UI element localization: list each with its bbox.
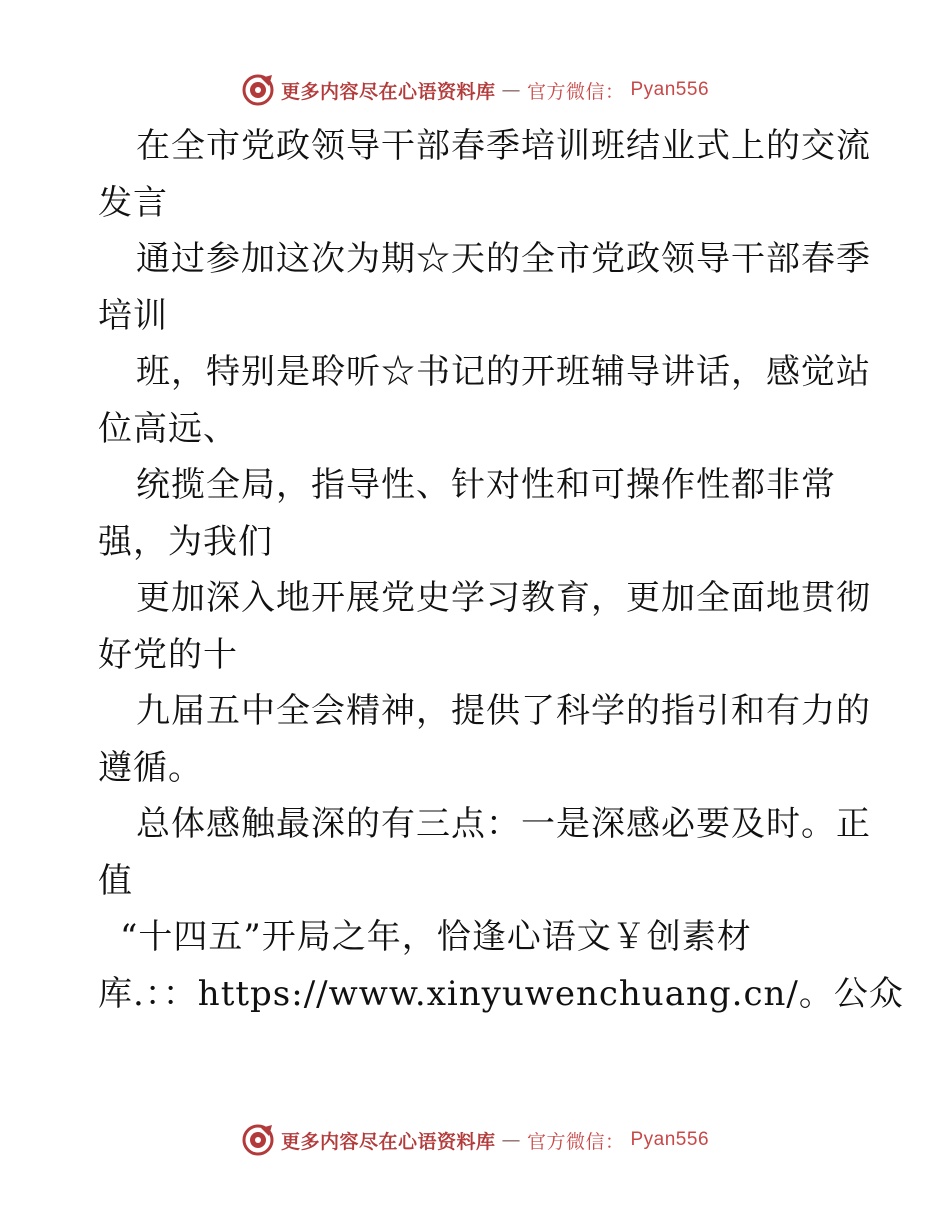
watermark-text: 更多内容尽在心语资料库: [280, 1130, 496, 1153]
doc-line-1: 在全市党政领导干部春季培训班结业式上的交流: [136, 126, 871, 166]
doc-line-5: 班，特别是聆听☆书记的开班辅导讲话，感觉站: [136, 352, 871, 392]
doc-line-14: 值: [98, 860, 133, 901]
doc-line-13: 总体感触最深的有三点：一是深感必要及时。正: [136, 804, 871, 844]
doc-line-16: 库.：：https://www.xinyuwenchuang.cn/。公众: [98, 973, 904, 1014]
doc-line-11: 九届五中全会精神，提供了科学的指引和有力的: [136, 691, 871, 731]
wechat-label: 官方微信：: [526, 80, 625, 103]
doc-line-8: 强，为我们: [98, 521, 273, 562]
doc-line-10: 好党的十: [98, 634, 238, 675]
wechat-id: Pyan556: [630, 79, 710, 100]
document-body: [98, 118, 904, 1022]
wechat-label: 官方微信：: [526, 1130, 625, 1153]
doc-line-7: 统揽全局，指导性、针对性和可操作性都非常: [136, 465, 836, 505]
doc-line-12: 遵循。: [98, 747, 203, 788]
watermark-text: 更多内容尽在心语资料库: [280, 80, 496, 103]
pen-logo-icon: [241, 73, 275, 107]
doc-line-6: 位高远、: [98, 408, 238, 449]
doc-line-15: “十四五”开局之年，恰逢心语文￥创素材: [120, 917, 752, 957]
doc-line-2: 发言: [98, 182, 168, 223]
header-watermark: [0, 70, 950, 110]
footer-watermark: [0, 1120, 950, 1160]
wechat-id: Pyan556: [630, 1129, 710, 1150]
watermark-separator: —: [501, 79, 521, 101]
pen-logo-icon: [241, 1123, 275, 1157]
doc-line-4: 培训: [98, 295, 168, 336]
watermark-separator: —: [501, 1129, 521, 1151]
doc-line-3: 通过参加这次为期☆天的全市党政领导干部春季: [136, 239, 871, 279]
doc-line-9: 更加深入地开展党史学习教育，更加全面地贯彻: [136, 578, 871, 618]
